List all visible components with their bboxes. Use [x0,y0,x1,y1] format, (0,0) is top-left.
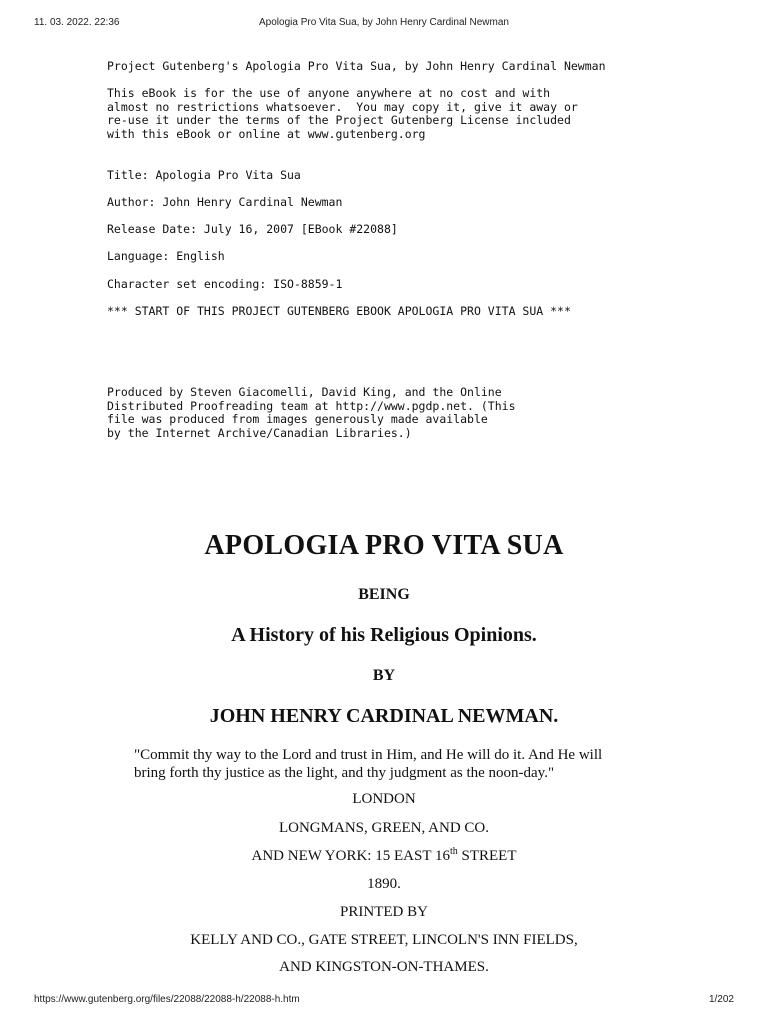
preamble-line [107,359,727,373]
book-subtitle: A History of his Religious Opinions. [231,624,537,646]
preamble-line [107,74,727,88]
preamble-line [107,142,727,156]
imprint-address-suffix: STREET [457,848,517,864]
preamble-line [107,318,727,332]
imprint-printed-by: PRINTED BY [340,904,428,920]
preamble-line: Release Date: July 16, 2007 [EBook #22088] [107,222,398,237]
print-datetime: 11. 03. 2022. 22:36 [34,17,120,28]
imprint-publisher: LONGMANS, GREEN, AND CO. [278,820,489,836]
preamble-line: Character set encoding: ISO-8859-1 [107,276,343,291]
preamble-line: Language: English [107,249,225,264]
imprint-address [0,848,768,865]
imprint-printer-location: AND KINGSTON-ON-THAMES. [279,959,489,975]
preamble-line: by the Internet Archive/Canadian Libraries.) [107,426,412,441]
preamble-line [107,210,727,224]
preamble-line: This eBook is for the use of anyone anywhere at no cost and with [107,86,551,101]
imprint-year: 1890. [367,876,401,892]
print-page-count: 1/202 [708,994,734,1005]
print-page-title: Apologia Pro Vita Sua, by John Henry Cardinal Newman [259,17,509,28]
preamble-line [107,237,727,251]
preamble-line: *** START OF THIS PROJECT GUTENBERG EBOOK APOLOGIA PRO VITA SUA *** [107,303,571,318]
preamble-line: Author: John Henry Cardinal Newman [107,194,343,209]
print-url: https://www.gutenberg.org/files/22088/22088-h/22088-h.htm [34,994,300,1005]
preamble-line: almost no restrictions whatsoever. You may copy it, give it away or [107,99,578,114]
book-author: JOHN HENRY CARDINAL NEWMAN. [209,705,559,727]
title-being: BEING [358,586,410,603]
preamble-line: with this eBook or online at www.gutenberg.org [107,126,426,141]
preamble-line [107,291,727,305]
print-footer [34,994,734,1008]
preamble-line [107,155,727,169]
preamble-line [107,345,727,359]
preamble-line: re-use it under the terms of the Project Gutenberg License included [107,113,571,128]
imprint-address-prefix: AND NEW YORK: 15 EAST 16 [251,848,450,864]
epigraph-quote: "Commit thy way to the Lord and trust in Him, and He will do it. And He will bring forth thy justice as the light, and thy judgment as the noon-day." [134,747,603,781]
preamble-line [107,373,727,387]
preamble-line [107,182,727,196]
preamble-line: Distributed Proofreading team at http://www.pgdp.net. (This [107,398,516,413]
preamble-line: file was produced from images generously made available [107,412,488,427]
preamble-line: Project Gutenberg's Apologia Pro Vita Sua, by John Henry Cardinal Newman [107,59,606,73]
imprint-address-sup: th [449,846,458,857]
imprint-printer: KELLY AND CO., GATE STREET, LINCOLN'S INN FIELDS, [190,932,578,948]
preamble-line [107,332,727,346]
preamble-line: Produced by Steven Giacomelli, David King, and the Online [107,385,502,400]
preamble-line: Title: Apologia Pro Vita Sua [107,167,301,182]
title-by: BY [372,667,396,684]
print-header [34,17,734,31]
imprint-city: LONDON [352,791,416,807]
book-title: APOLOGIA PRO VITA SUA [204,530,564,561]
preamble-line [107,264,727,278]
gutenberg-preamble [107,60,727,441]
